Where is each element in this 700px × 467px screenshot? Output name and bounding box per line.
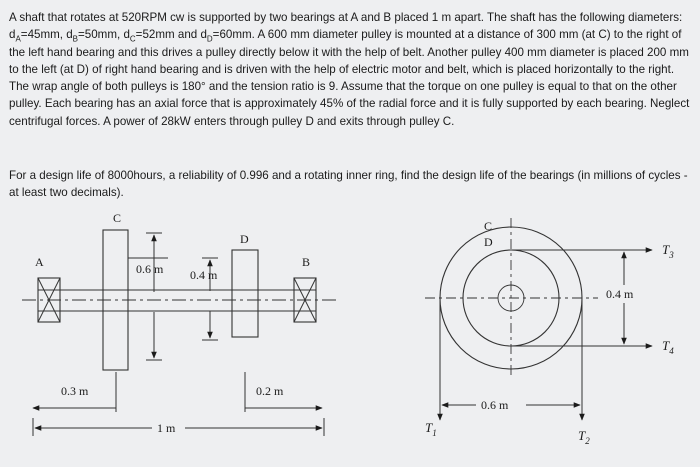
side-dim-0-6m: 0.6 m [481,398,509,412]
t1-label: $T_1$ [425,420,437,438]
label-b: B [302,255,311,269]
question-text: For a design life of 8000hours, a reliability of 0.996 and a rotating inner ring, find the design life of the bearings (in millions of cycles - at least two decimals). [9,169,688,200]
label-d: D [240,232,249,246]
dim-1m: 1 m [157,421,176,435]
side-label-d: D [484,235,493,249]
dim-0-6m: 0.6 m [136,262,164,276]
side-label-c: C [484,219,493,233]
problem-statement: A shaft that rotates at 520RPM cw is supported by two bearings at A and B placed 1 m apart. The shaft has the following diameters: $d_A=45mm$, $d_B=50mm$, $d_C=52mm$ and $d_D=60mm$. A 600 mm diameter pulley is mounted at a distance of 300 mm (at C) to the right of the left hand bearing and this drives a pulley directly below it with the help of belt. Another pulley 400 mm diameter is placed 200 mm to the left (at D) of right hand bearing and is driven with the help of electric motor and belt, which is placed horizontally to the right. The wrap angle of both pulleys is 180° and the tension ratio is 9. Assume that the torque on one pulley is equal to that on the other pulley. Each bearing has an axial force that is approximately 45% of the radial force and it is fully supported by each bearing. Neglect centrifugal forces. A power of 28kW enters through pulley D and exits through pulley C. [9,11,690,128]
t3-label: $T_3$ [662,242,674,260]
dim-0-3m: 0.3 m [61,384,89,398]
side-dim-0-4m: 0.4 m [606,287,634,301]
label-c: C [113,211,122,225]
pulley-d [232,250,258,337]
t4-label: $T_4$ [662,338,674,356]
dim-0-2m: 0.2 m [256,384,284,398]
label-a: A [35,255,44,269]
dim-0-4m: 0.4 m [190,268,218,282]
t2-label: $T_2$ [578,428,590,446]
